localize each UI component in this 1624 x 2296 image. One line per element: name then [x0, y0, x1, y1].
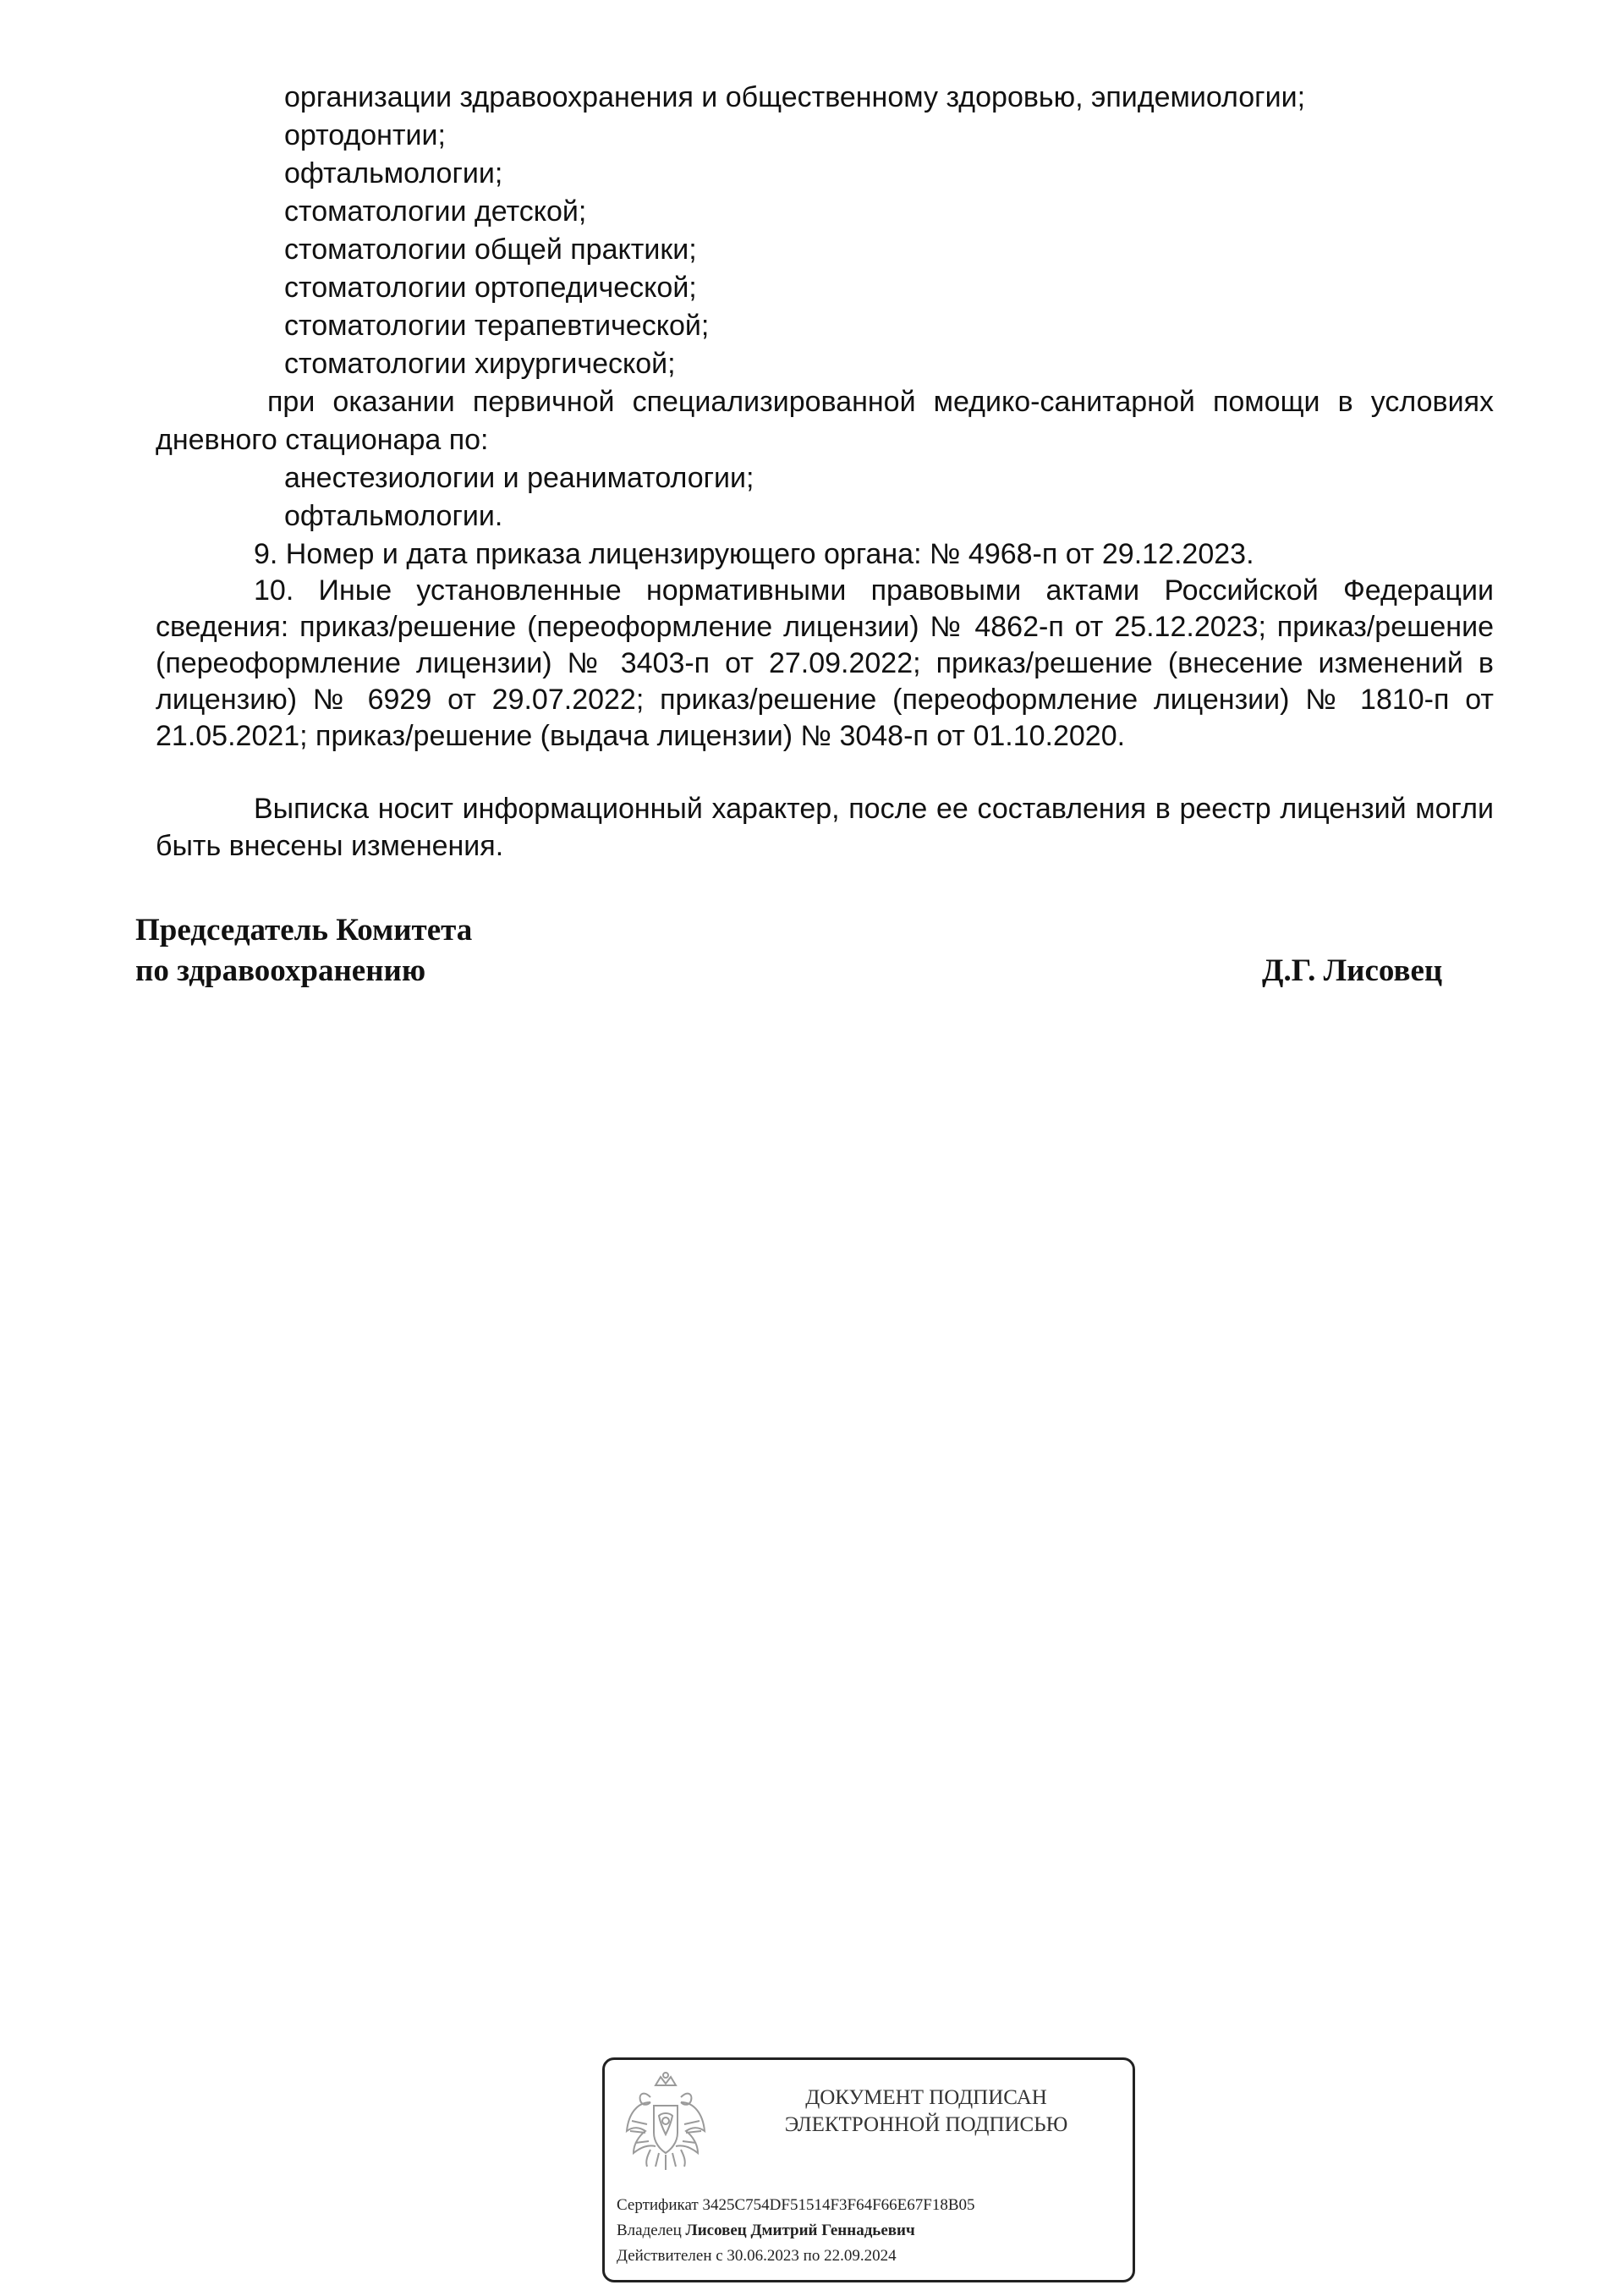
signer-position-line2: по здравоохранению — [135, 953, 426, 988]
list-item: стоматологии терапевтической; — [284, 310, 710, 342]
list-item: организации здравоохранения и общественному здоровью, эпидемиологии; — [284, 81, 1306, 113]
owner-name: Лисовец Дмитрий Геннадьевич — [685, 2222, 915, 2239]
owner-label: Владелец — [617, 2222, 682, 2239]
list-item: ортодонтии; — [284, 119, 446, 151]
stamp-certificate — [617, 2195, 975, 2216]
item-10: 10. Иные установленные нормативными правовыми актами Российской Федерации сведения: приказ/решение (переоформление лицензии) № 4862-п от 25.12.2023; приказ/решение (переоформление лицензии) № 3403-п от 27.09.2022; приказ/решение (внесение изменений в лицензию) № 6929 от 29.07.2022; приказ/решение (переоформление лицензии) № 1810-п от 21.05.2021; приказ/решение (выдача лицензии) № 3048-п от 01.10.2020. — [156, 574, 1494, 752]
list-item: стоматологии общей практики; — [284, 233, 697, 266]
list-item: стоматологии хирургической; — [284, 348, 676, 380]
stamp-owner — [617, 2221, 915, 2241]
coat-of-arms-icon — [622, 2072, 710, 2177]
note-paragraph: Выписка носит информационный характер, после ее составления в реестр лицензий могли быть внесены изменения. — [156, 793, 1494, 862]
item-9: 9. Номер и дата приказа лицензирующего органа: № 4968-п от 29.12.2023. — [254, 538, 1254, 570]
day-hospital-intro-cont: дневного стационара по: — [156, 424, 489, 456]
stamp-validity: Действителен с 30.06.2023 по 22.09.2024 — [617, 2247, 897, 2265]
list-item: офтальмологии; — [284, 157, 503, 190]
list-item: анестезиологии и реаниматологии; — [284, 462, 754, 494]
certificate-number: 3425C754DF51514F3F64F66E67F18B05 — [702, 2196, 975, 2214]
list-item: стоматологии ортопедической; — [284, 272, 697, 304]
day-hospital-intro: при оказании первичной специализированной медико-санитарной помощи в условиях — [267, 386, 1494, 418]
stamp-title-line2: ЭЛЕКТРОННОЙ ПОДПИСЬЮ — [784, 2113, 1068, 2136]
certificate-label: Сертификат — [617, 2196, 699, 2214]
e-signature-stamp — [602, 2057, 1135, 2282]
signer-name: Д.Г. Лисовец — [1262, 953, 1443, 988]
list-item: стоматологии детской; — [284, 195, 587, 228]
list-item: офтальмологии. — [284, 500, 503, 532]
stamp-title-line1: ДОКУМЕНТ ПОДПИСАН — [805, 2086, 1047, 2109]
signer-position-line1: Председатель Комитета — [135, 913, 473, 948]
